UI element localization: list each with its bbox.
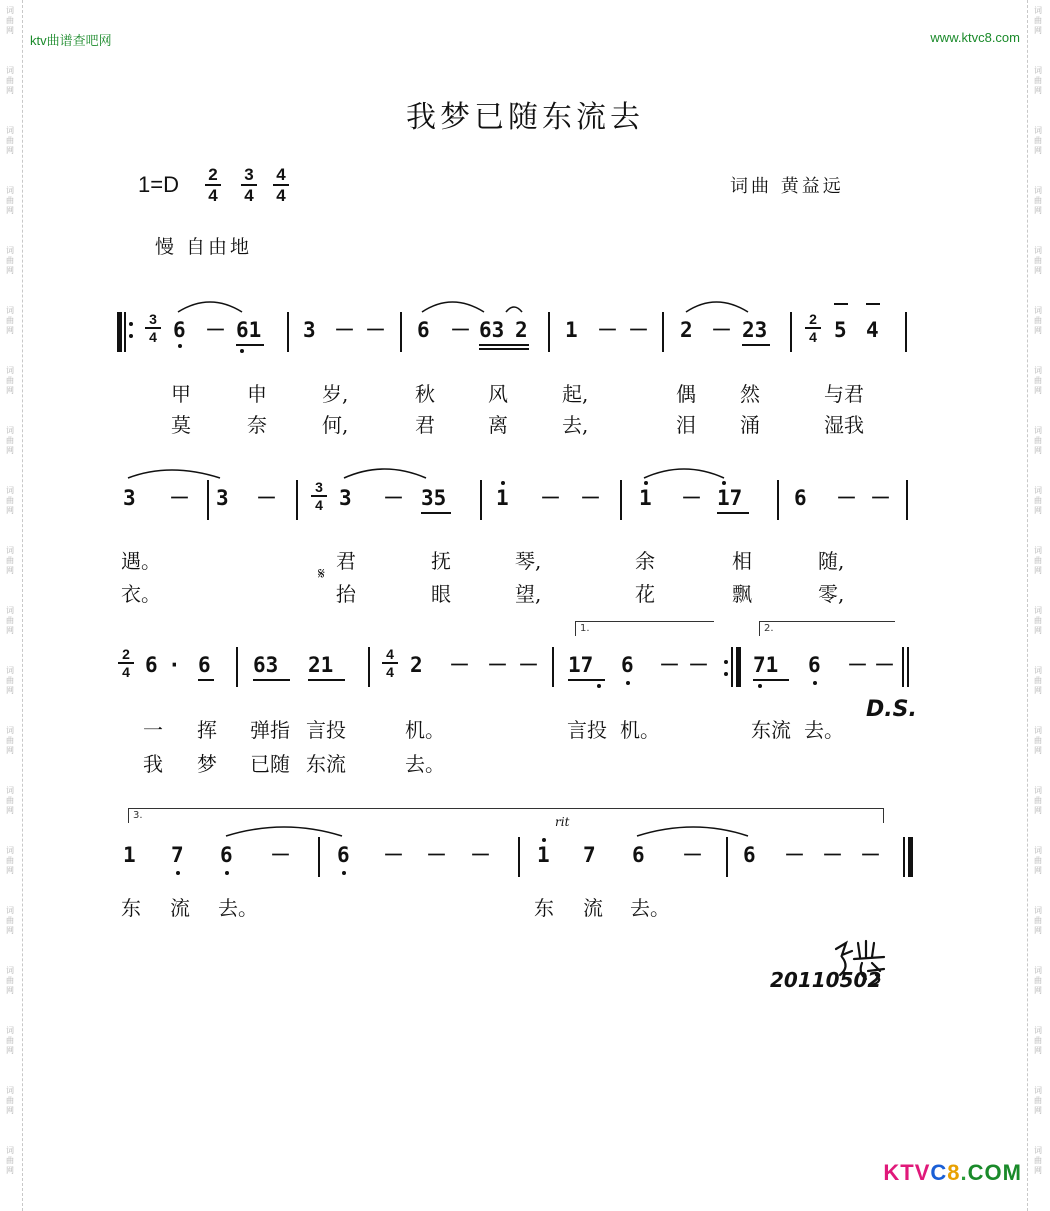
- watermark-char: 曲: [1034, 256, 1042, 265]
- watermark-char: 词: [6, 726, 14, 735]
- note: 6: [743, 843, 756, 867]
- lyric: 湿我: [824, 413, 864, 437]
- watermark-char: 曲: [1034, 16, 1042, 25]
- watermark-char: 曲: [6, 916, 14, 925]
- note: 63: [479, 318, 505, 342]
- note: 3: [303, 318, 316, 342]
- note-dash: －: [711, 318, 732, 342]
- watermark-char: 网: [1034, 506, 1042, 515]
- watermark-char: 网: [1034, 746, 1042, 755]
- slur-arc: [637, 827, 748, 836]
- watermark-char: 网: [6, 266, 14, 275]
- note: 61: [236, 318, 262, 342]
- watermark-char: 曲: [6, 376, 14, 385]
- composer-credit: 词曲 黄益远: [730, 176, 844, 197]
- slur-arc: [644, 469, 724, 478]
- watermark-char: 曲: [6, 1156, 14, 1165]
- watermark-char: 曲: [6, 676, 14, 685]
- slur-arc: [226, 827, 342, 836]
- lyric: 泪: [676, 413, 696, 437]
- lyric: 君: [336, 549, 356, 573]
- watermark-char: 词: [6, 486, 14, 495]
- time-signature-2-4: 2 4: [205, 166, 221, 204]
- note-dash: －: [860, 843, 881, 867]
- note-dash: －: [334, 318, 355, 342]
- watermark-char: 网: [1034, 866, 1042, 875]
- watermark-char: 曲: [6, 976, 14, 985]
- lyric: 一: [143, 718, 163, 742]
- watermark-char: 词: [6, 66, 14, 75]
- note: 7: [171, 843, 184, 867]
- watermark-char: 词: [1034, 966, 1042, 975]
- signature-date: 20110502: [770, 968, 882, 992]
- note: 2: [410, 653, 423, 677]
- watermark-char: 曲: [1034, 616, 1042, 625]
- lyric: 言投: [567, 718, 607, 742]
- lyric: 言投: [306, 718, 346, 742]
- watermark-char: 词: [6, 666, 14, 675]
- note: 6: [173, 318, 186, 342]
- note-dash: －: [836, 486, 857, 510]
- watermark-char: 词: [1034, 726, 1042, 735]
- note: 3: [216, 486, 229, 510]
- note-dash: －: [784, 843, 805, 867]
- watermark-char: 曲: [1034, 376, 1042, 385]
- watermark-char: 曲: [6, 436, 14, 445]
- lyric: 东流: [306, 752, 346, 776]
- lyric: 去。: [630, 896, 670, 920]
- note: 23: [742, 318, 768, 342]
- lyric: 何,: [322, 413, 349, 437]
- lyric: 望,: [515, 582, 542, 606]
- slur-arc: [506, 307, 522, 312]
- lyric: 相: [732, 549, 752, 573]
- watermark-char: 词: [6, 246, 14, 255]
- watermark-char: 网: [6, 806, 14, 815]
- watermark-char: 曲: [6, 256, 14, 265]
- watermark-char: 曲: [1034, 136, 1042, 145]
- note: 2: [515, 318, 528, 342]
- watermark-char: 曲: [1034, 1096, 1042, 1105]
- note-dash: －: [822, 843, 843, 867]
- watermark-char: 网: [6, 386, 14, 395]
- lyric: 机。: [405, 718, 445, 742]
- key-signature: 1=D: [138, 172, 179, 197]
- watermark-char: 曲: [6, 16, 14, 25]
- watermark-char: 词: [1034, 6, 1042, 15]
- note: 4: [866, 318, 879, 342]
- ritardando-mark: rit: [555, 815, 570, 829]
- note-dash: －: [874, 653, 895, 677]
- watermark-char: 曲: [1034, 316, 1042, 325]
- note-dash: －: [628, 318, 649, 342]
- watermark-char: 网: [6, 1166, 14, 1175]
- note-dash: －: [383, 486, 404, 510]
- lyric: 花: [635, 582, 655, 606]
- lyric: 去。: [218, 896, 258, 920]
- time-signature-2-4-inline: 2 4: [118, 647, 134, 679]
- note-dash: －: [449, 653, 470, 677]
- lyric: 衣。: [121, 582, 161, 606]
- watermark-char: 网: [6, 566, 14, 575]
- lyric: 弹指: [250, 718, 290, 742]
- watermark-char: 网: [1034, 926, 1042, 935]
- dal-segno-mark: D.S.: [866, 697, 917, 722]
- watermark-char: 曲: [6, 316, 14, 325]
- watermark-char: 词: [1034, 426, 1042, 435]
- note: 3: [339, 486, 352, 510]
- watermark-char: 词: [1034, 126, 1042, 135]
- volta-1: 1.: [575, 621, 714, 636]
- watermark-char: 曲: [1034, 856, 1042, 865]
- watermark-char: 词: [6, 786, 14, 795]
- lyric: 莫: [171, 413, 191, 437]
- slur-arc: [178, 302, 242, 312]
- lyric: 零,: [818, 582, 845, 606]
- watermark-char: 网: [6, 1046, 14, 1055]
- watermark-char: 网: [1034, 26, 1042, 35]
- note-dash: －: [256, 486, 277, 510]
- note: 1: [565, 318, 578, 342]
- watermark-char: 词: [1034, 606, 1042, 615]
- lyric: 起,: [562, 382, 589, 406]
- lyric: 东: [534, 896, 554, 920]
- watermark-char: 网: [6, 86, 14, 95]
- watermark-char: 网: [1034, 626, 1042, 635]
- slur-arc: [686, 302, 748, 312]
- note-dash: －: [682, 843, 703, 867]
- note-dash: －: [383, 843, 404, 867]
- note: 3: [123, 486, 136, 510]
- lyric: 君: [415, 413, 435, 437]
- watermark-char: 曲: [1034, 916, 1042, 925]
- watermark-char: 词: [1034, 546, 1042, 555]
- segno-icon: 𝄋: [318, 564, 325, 583]
- watermark-char: 词: [6, 186, 14, 195]
- watermark-char: 曲: [6, 556, 14, 565]
- watermark-char: 词: [1034, 786, 1042, 795]
- time-signature-3-4: 3 4: [241, 166, 257, 204]
- note-dash: －: [518, 653, 539, 677]
- watermark-char: 曲: [6, 856, 14, 865]
- watermark-char: 词: [1034, 666, 1042, 675]
- watermark-char: 词: [1034, 66, 1042, 75]
- watermark-char: 词: [1034, 1086, 1042, 1095]
- watermark-char: 网: [6, 26, 14, 35]
- watermark-char: 词: [1034, 846, 1042, 855]
- tempo-marking: 慢 自由地: [155, 236, 253, 258]
- lyric: 涌: [740, 413, 760, 437]
- lyric: 离: [488, 413, 508, 437]
- watermark-char: 曲: [6, 136, 14, 145]
- slur-arc: [344, 469, 426, 478]
- lyric: 去。: [804, 718, 844, 742]
- watermark-char: 词: [6, 6, 14, 15]
- note: 6: [632, 843, 645, 867]
- note: 6: [220, 843, 233, 867]
- watermark-char: 词: [6, 906, 14, 915]
- lyric: 去。: [405, 752, 445, 776]
- watermark-char: 网: [1034, 446, 1042, 455]
- watermark-char: 词: [6, 1026, 14, 1035]
- lyric: 秋: [415, 382, 435, 406]
- lyric: 流: [583, 896, 603, 920]
- watermark-char: 网: [6, 986, 14, 995]
- watermark-char: 网: [1034, 146, 1042, 155]
- time-signature-2-4-inline: 2 4: [805, 312, 821, 344]
- lyric: 飘: [732, 582, 752, 606]
- watermark-char: 网: [1034, 386, 1042, 395]
- watermark-char: 曲: [6, 496, 14, 505]
- note-dash: －: [450, 318, 471, 342]
- lyric: 我: [143, 752, 163, 776]
- watermark-char: 曲: [6, 796, 14, 805]
- note-dash: －: [688, 653, 709, 677]
- watermark-char: 网: [1034, 266, 1042, 275]
- watermark-char: 网: [6, 146, 14, 155]
- note-dash: －: [659, 653, 680, 677]
- watermark-char: 网: [6, 446, 14, 455]
- watermark-char: 网: [1034, 986, 1042, 995]
- volta-3: 3.: [128, 808, 884, 823]
- site-name-left[interactable]: ktv曲谱查吧网: [30, 33, 112, 48]
- note-dash: －: [681, 486, 702, 510]
- note: 2: [680, 318, 693, 342]
- watermark-char: 词: [6, 426, 14, 435]
- lyric: 抬: [336, 582, 356, 606]
- volta-2: 2.: [759, 621, 895, 636]
- note: 17: [717, 486, 743, 510]
- watermark-char: 曲: [1034, 496, 1042, 505]
- time-signature-3-4-inline: 3 4: [145, 312, 161, 344]
- note: 6: [337, 843, 350, 867]
- note: 63: [253, 653, 279, 677]
- watermark-char: 曲: [1034, 436, 1042, 445]
- note-dash: －: [597, 318, 618, 342]
- note: 1: [123, 843, 136, 867]
- note: 17: [568, 653, 594, 677]
- note: 6: [808, 653, 821, 677]
- note: 6: [198, 653, 211, 677]
- lyric: 眼: [431, 582, 451, 606]
- watermark-char: 词: [6, 306, 14, 315]
- watermark-char: 词: [6, 366, 14, 375]
- watermark-char: 曲: [1034, 796, 1042, 805]
- watermark-char: 曲: [1034, 556, 1042, 565]
- dot-extension: ·: [168, 653, 181, 677]
- note: 6: [794, 486, 807, 510]
- watermark-char: 网: [1034, 206, 1042, 215]
- slur-arc: [422, 302, 484, 312]
- watermark-char: 曲: [6, 1036, 14, 1045]
- lyric: 东: [121, 896, 141, 920]
- note-dash: －: [540, 486, 561, 510]
- watermark-char: 网: [1034, 326, 1042, 335]
- watermark-char: 网: [6, 866, 14, 875]
- note-dash: －: [470, 843, 491, 867]
- note-dash: －: [580, 486, 601, 510]
- lyric: 已随: [250, 752, 290, 776]
- watermark-char: 词: [1034, 906, 1042, 915]
- lyric: 奈: [247, 413, 267, 437]
- watermark-char: 曲: [6, 76, 14, 85]
- watermark-char: 网: [1034, 806, 1042, 815]
- watermark-char: 曲: [6, 1096, 14, 1105]
- watermark-char: 网: [1034, 1166, 1042, 1175]
- watermark-char: 曲: [6, 736, 14, 745]
- watermark-char: 词: [1034, 366, 1042, 375]
- lyric: 去,: [562, 413, 589, 437]
- note: 71: [753, 653, 779, 677]
- watermark-char: 词: [6, 606, 14, 615]
- watermark-char: 曲: [1034, 196, 1042, 205]
- watermark-char: 网: [1034, 566, 1042, 575]
- watermark-char: 词: [6, 846, 14, 855]
- lyric: 东流: [751, 718, 791, 742]
- watermark-char: 网: [6, 926, 14, 935]
- watermark-char: 网: [1034, 1046, 1042, 1055]
- note-high: 1: [496, 486, 509, 510]
- note-dash: －: [847, 653, 868, 677]
- watermark-char: 曲: [1034, 76, 1042, 85]
- lyric: 琴,: [515, 549, 542, 573]
- watermark-char: 词: [6, 546, 14, 555]
- watermark-char: 词: [1034, 306, 1042, 315]
- note-dash: －: [205, 318, 226, 342]
- watermark-char: 网: [6, 626, 14, 635]
- watermark-char: 曲: [1034, 1036, 1042, 1045]
- lyric: 申: [247, 382, 267, 406]
- lyric: 余: [635, 549, 655, 573]
- watermark-char: 网: [6, 326, 14, 335]
- lyric: 然: [740, 382, 760, 406]
- lyric: 风: [488, 382, 508, 406]
- time-signature-4-4-inline: 4 4: [382, 647, 398, 679]
- watermark-char: 网: [1034, 1106, 1042, 1115]
- watermark-char: 曲: [1034, 736, 1042, 745]
- watermark-char: 曲: [1034, 676, 1042, 685]
- watermark-char: 词: [6, 126, 14, 135]
- lyric: 甲: [171, 382, 191, 406]
- note: 5: [834, 318, 847, 342]
- note: 6: [417, 318, 430, 342]
- lyric: 梦: [197, 752, 217, 776]
- watermark-char: 曲: [1034, 976, 1042, 985]
- watermark-char: 词: [1034, 186, 1042, 195]
- watermark-char: 网: [1034, 86, 1042, 95]
- time-signature-3-4-inline: 3 4: [311, 480, 327, 512]
- watermark-char: 词: [1034, 246, 1042, 255]
- lyric: 遇。: [121, 549, 161, 573]
- lyric: 岁,: [322, 382, 349, 406]
- note-dash: －: [169, 486, 190, 510]
- lyric: 与君: [824, 382, 864, 406]
- lyric: 流: [170, 896, 190, 920]
- note-dash: －: [487, 653, 508, 677]
- watermark-char: 网: [6, 506, 14, 515]
- watermark-char: 网: [6, 686, 14, 695]
- watermark-char: 网: [1034, 686, 1042, 695]
- footer-logo[interactable]: KTVC8.COM: [883, 1160, 1022, 1185]
- lyric: 机。: [620, 718, 660, 742]
- watermark-char: 网: [6, 206, 14, 215]
- note-dash: －: [426, 843, 447, 867]
- lyric: 随,: [818, 549, 845, 573]
- watermark-char: 词: [1034, 486, 1042, 495]
- note: 6: [621, 653, 634, 677]
- watermark-char: 曲: [6, 196, 14, 205]
- note-dash: －: [270, 843, 291, 867]
- watermark-char: 词: [6, 1086, 14, 1095]
- song-title: 我梦已随东流去: [406, 100, 644, 135]
- watermark-char: 网: [6, 1106, 14, 1115]
- lyric: 抚: [431, 549, 451, 573]
- note-dash: －: [365, 318, 386, 342]
- watermark-char: 词: [6, 1146, 14, 1155]
- note: 21: [308, 653, 334, 677]
- note-dash: －: [870, 486, 891, 510]
- note-high: 1: [639, 486, 652, 510]
- slur-arc: [128, 470, 220, 478]
- note: 6: [145, 653, 158, 677]
- note: 35: [421, 486, 447, 510]
- lyric: 挥: [197, 718, 217, 742]
- site-url-right[interactable]: www.ktvc8.com: [930, 30, 1020, 45]
- time-signature-4-4: 4 4: [273, 166, 289, 204]
- note-high: 1: [537, 843, 550, 867]
- watermark-char: 曲: [6, 616, 14, 625]
- watermark-char: 词: [1034, 1146, 1042, 1155]
- note: 7: [583, 843, 596, 867]
- watermark-char: 词: [1034, 1026, 1042, 1035]
- watermark-char: 词: [6, 966, 14, 975]
- watermark-char: 网: [6, 746, 14, 755]
- watermark-char: 曲: [1034, 1156, 1042, 1165]
- lyric: 偶: [676, 382, 696, 406]
